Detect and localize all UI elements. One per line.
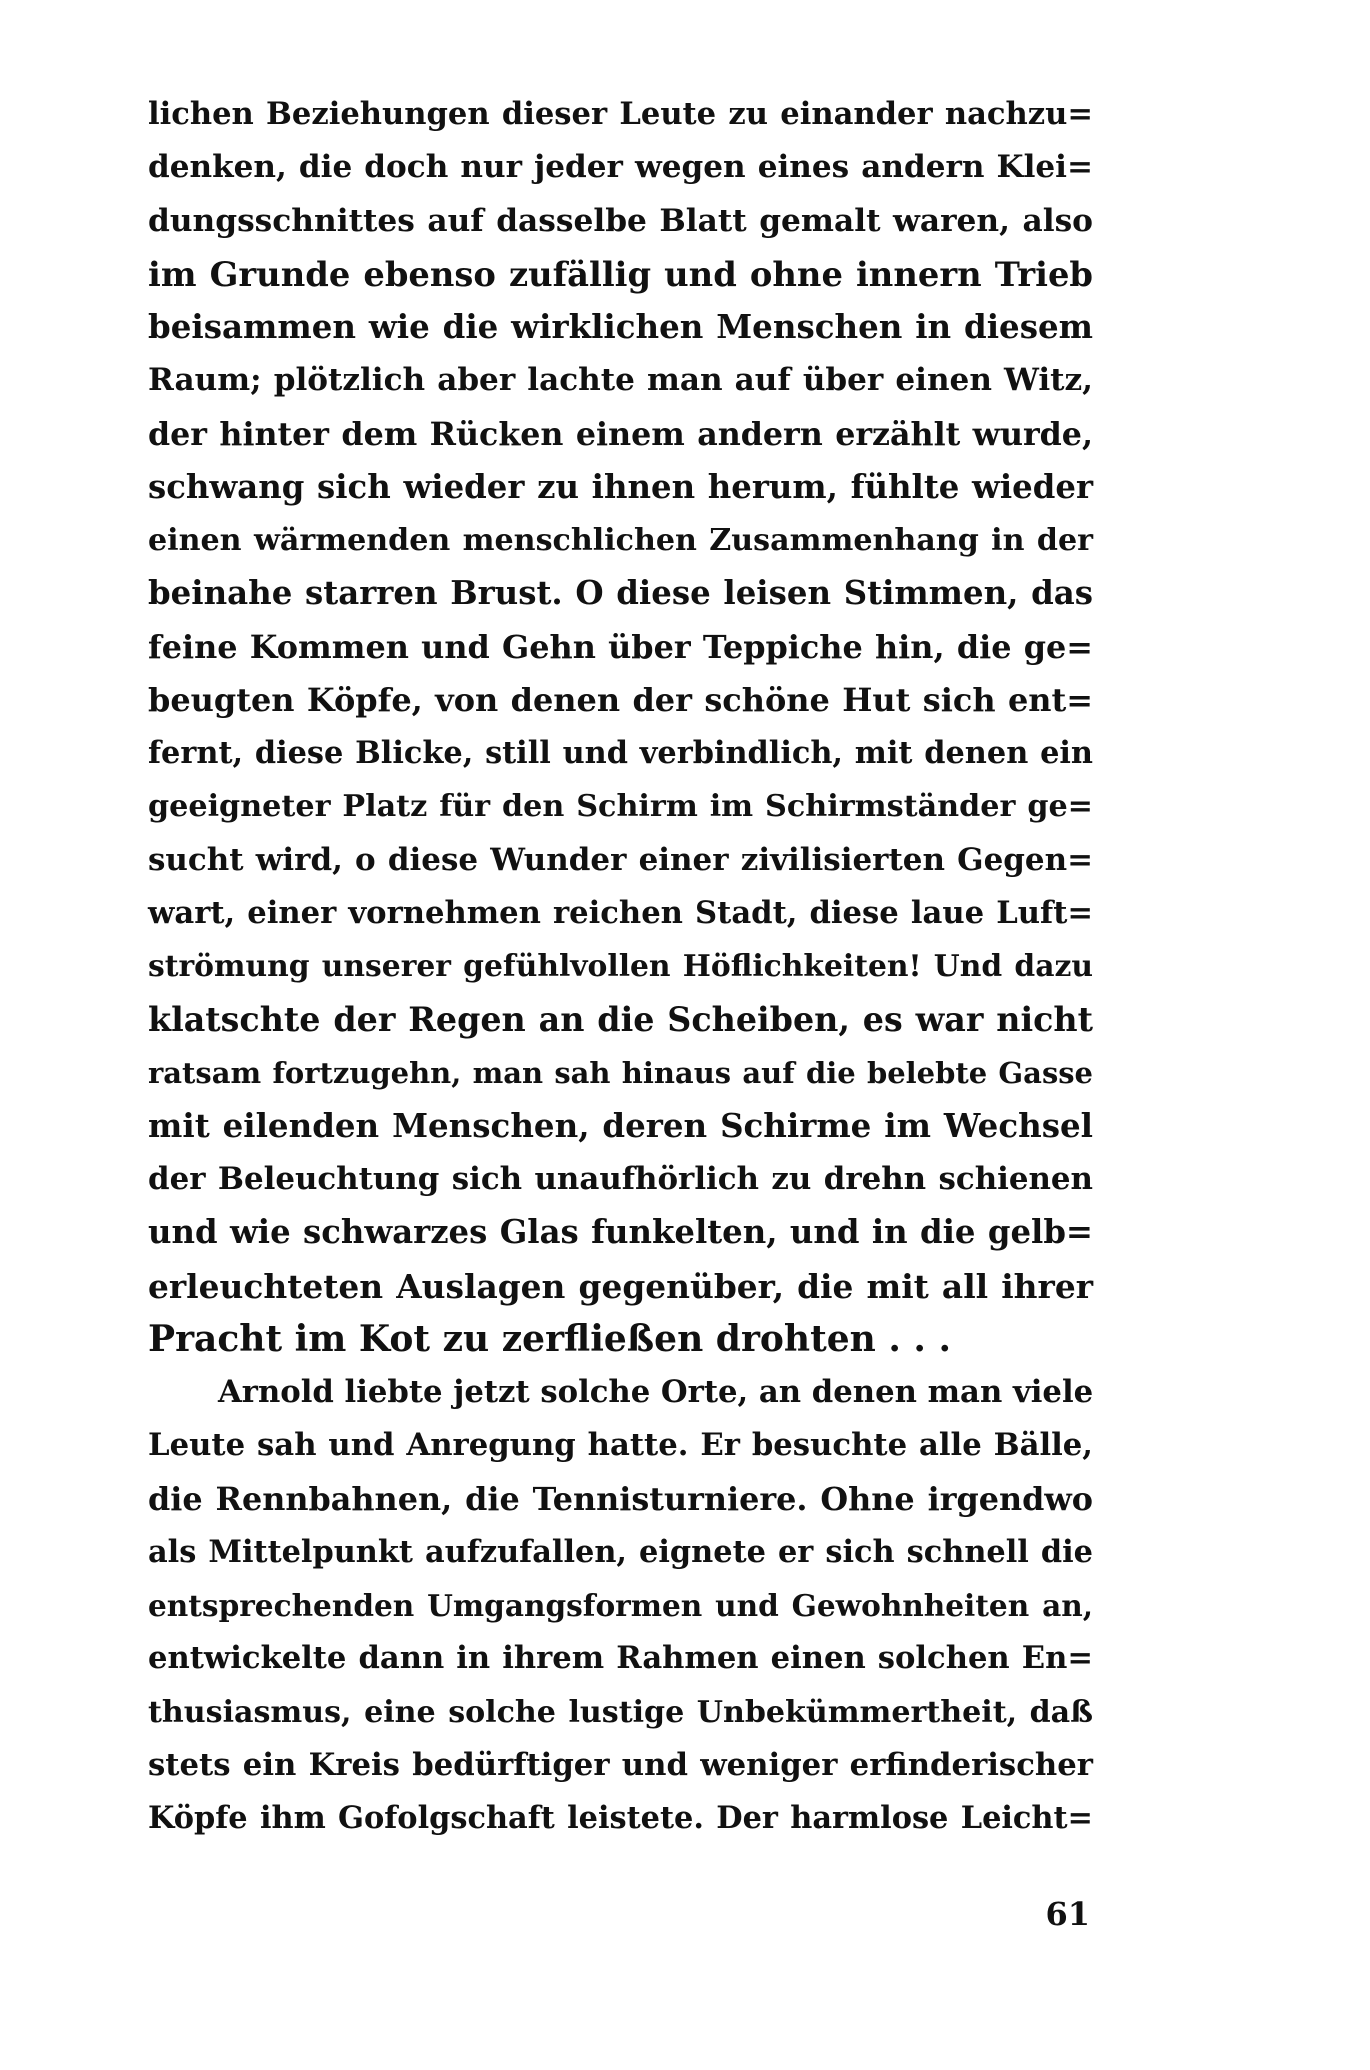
text-line: lichen Beziehungen dieser Leute zu einander nachzu=	[148, 96, 1093, 132]
text-line: stets ein Kreis bedürftiger und weniger erfinderischer	[148, 1746, 1093, 1783]
text-line: beugten Köpfe, von denen der schöne Hut sich ent=	[148, 680, 1093, 719]
text-line: Raum; plötzlich aber lachte man auf über einen Witz,	[148, 362, 1093, 399]
text-line: einen wärmenden menschlichen Zusammenhang in der	[148, 523, 1093, 558]
text-line: schwang sich wieder zu ihnen herum, fühlte wieder	[148, 467, 1093, 506]
text-line: fernt, diese Blicke, still und verbindlich, mit denen ein	[148, 735, 1093, 771]
paragraph-start-line: Arnold liebte jetzt solche Orte, an denen man viele	[218, 1374, 1094, 1410]
text-line: Köpfe ihm Gofolgschaft leistete. Der harmlose Leicht=	[148, 1800, 1093, 1836]
text-line: sucht wird, o diese Wunder einer zivilisierten Gegen=	[148, 841, 1093, 878]
text-line: entwickelte dann in ihrem Rahmen einen solchen En=	[148, 1640, 1093, 1677]
text-line: der Beleuchtung sich unaufhörlich zu drehn schienen	[148, 1161, 1093, 1197]
text-line: und wie schwarzes Glas funkelten, und in die gelb=	[148, 1213, 1093, 1252]
text-line: mit eilenden Menschen, deren Schirme im Wechsel	[148, 1106, 1093, 1145]
text-line: klatschte der Regen an die Scheiben, es war nicht	[148, 1000, 1093, 1040]
text-line: der hinter dem Rücken einem andern erzählt wurde,	[148, 415, 1093, 453]
page-number: 61	[1045, 1895, 1090, 1933]
text-line: entsprechenden Umgangsformen und Gewohnheiten an,	[148, 1588, 1093, 1623]
body-text	[148, 88, 1093, 1845]
text-line: thusiasmus, eine solche lustige Unbekümmertheit, daß	[148, 1694, 1093, 1730]
text-line: feine Kommen und Gehn über Teppiche hin, die ge=	[148, 627, 1093, 666]
text-line: als Mittelpunkt aufzufallen, eignete er sich schnell die	[148, 1533, 1093, 1570]
text-line: denken, die doch nur jeder wegen eines andern Klei=	[148, 149, 1093, 186]
text-line: die Rennbahnen, die Tennisturniere. Ohne irgendwo	[148, 1479, 1093, 1518]
text-line: ratsam fortzugehn, man sah hinaus auf die belebte Gasse	[148, 1055, 1093, 1090]
text-line: dungsschnittes auf dasselbe Blatt gemalt waren, also	[148, 202, 1093, 239]
text-line: beinahe starren Brust. O diese leisen Stimmen, das	[148, 574, 1093, 613]
paragraph-end-line: Pracht im Kot zu zerfließen drohten . . .	[148, 1317, 952, 1360]
text-line: strömung unserer gefühlvollen Höflichkeiten! Und dazu	[148, 949, 1093, 984]
text-line: erleuchteten Auslagen gegenüber, die mit all ihrer	[148, 1266, 1093, 1306]
text-line: wart, einer vornehmen reichen Stadt, diese laue Luft=	[148, 894, 1093, 931]
text-line: im Grunde ebenso zufällig und ohne innern Trieb	[148, 253, 1093, 294]
text-line: geeigneter Platz für den Schirm im Schirmständer ge=	[148, 789, 1093, 825]
text-line: Leute sah und Anregung hatte. Er besuchte alle Bälle,	[148, 1427, 1093, 1464]
text-line: beisammen wie die wirklichen Menschen in diesem	[148, 308, 1093, 346]
